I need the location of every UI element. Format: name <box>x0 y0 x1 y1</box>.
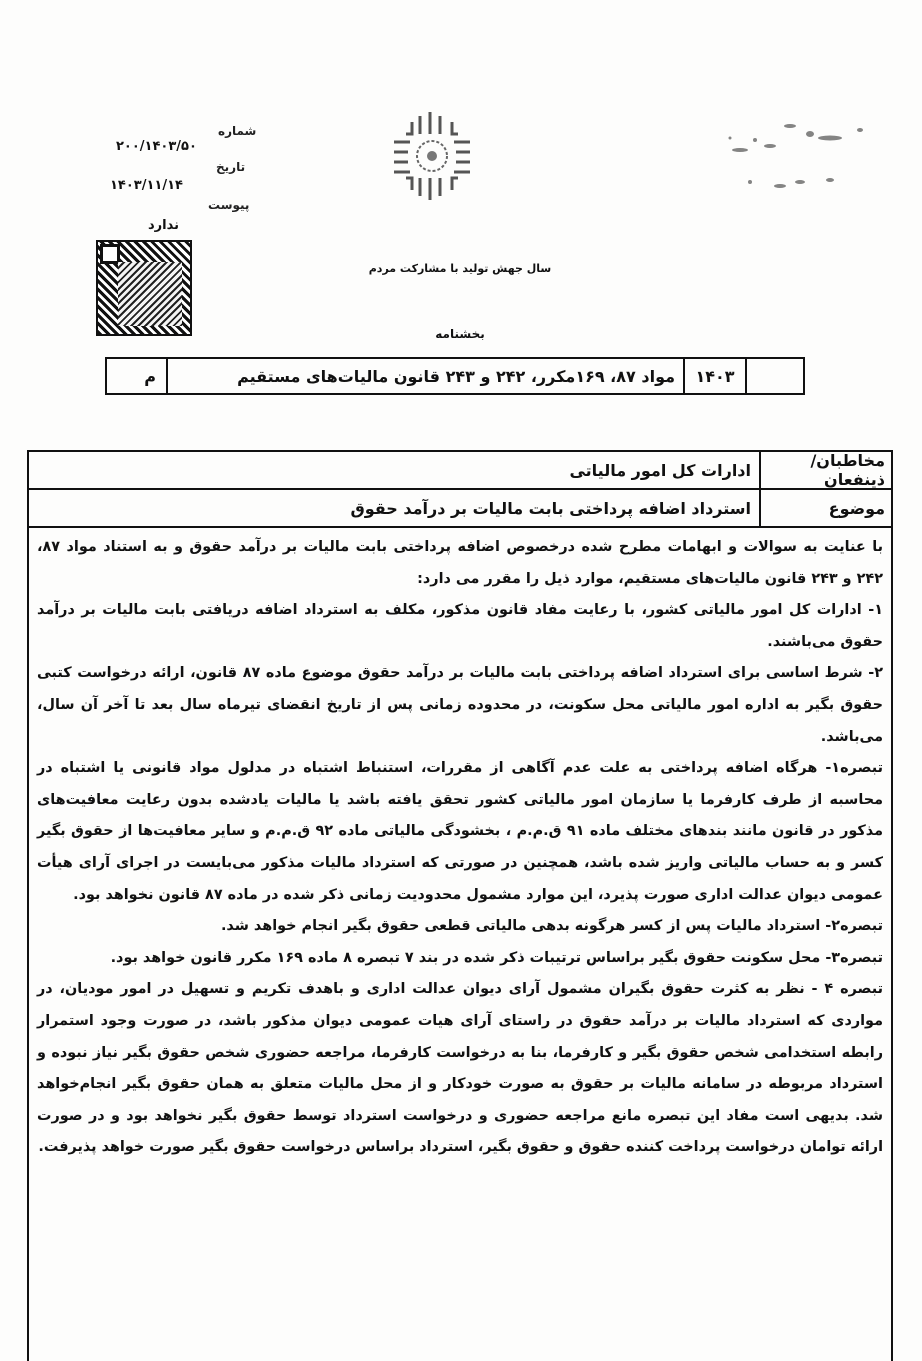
intro-paragraph: با عنایت به سوالات و ابهامات مطرح شده درخصوص اضافه پرداختی بابت مالیات بر درآمد حقوق و به استناد مواد ۸۷، ۲۴۲ و ۲۴۳ قانون مالیات‌های مستقیم، موارد ذیل را مقرر می دارد: <box>37 539 883 587</box>
circular-text <box>37 532 883 1164</box>
circular-body-frame <box>27 450 893 1361</box>
year-cell: ۱۴۰۳ <box>683 359 745 393</box>
code-cell: م <box>144 366 156 386</box>
note-3: تبصره۳- محل سکونت حقوق بگیر براساس ترتیبات ذکر شده در بند ۷ تبصره ۸ ماده ۱۶۹ مکرر قانون خواهد بود. <box>110 949 883 966</box>
subject-articles-cell: مواد ۸۷، ۱۶۹مکرر، ۲۴۲ و ۲۴۳ قانون مالیات‌های مستقیم <box>166 359 683 393</box>
subject-label: موضوع <box>759 490 891 526</box>
qr-code <box>96 240 192 336</box>
subject-row <box>29 490 891 528</box>
subject-value: استرداد اضافه پرداختی بابت مالیات بر درآمد حقوق <box>350 498 751 518</box>
item-2: ۲- شرط اساسی برای استرداد اضافه پرداختی بابت مالیات بر درآمد حقوق موضوع ماده ۸۷ قانون، ارائه درخواست کتبی حقوق بگیر به اداره امور مالیاتی محل سکونت، در محدوده زمانی پس از تاریخ انقضای تیرماه سال بعد تا آخر آن سال، می‌باشد. <box>37 665 883 745</box>
number-label: شماره <box>218 124 257 138</box>
document-type: بخشنامه <box>435 327 485 341</box>
audience-row <box>29 452 891 490</box>
date-value: ۱۴۰۳/۱۱/۱۴ <box>110 178 183 193</box>
tax-organization-logo <box>390 108 474 204</box>
attachment-label: پیوست <box>208 198 250 212</box>
note-1: تبصره۱- هرگاه اضافه پرداختی به علت عدم آگاهی از مقررات، استنباط اشتباه در مدلول مواد قانونی یا اشتباه در محاسبه از طرف کارفرما یا سازمان امور مالیاتی کشور تحقق یافته باشد یا مالیات یادشده بدون رعایت معافیت‌های مذکور در قانون مانند بندهای مختلف ماده ۹۱ ق.م.م ، بخشودگی مالیاتی ماده ۹۲ ق.م.م و سایر معافیت‌ها از حقوق بگیر کسر و به حساب مالیاتی واریز شده باشد، همچنین در صورتی که استرداد مالیات مذکور می‌بایست در اجرای آرای هیأت عمومی دیوان عدالت اداری صورت پذیرد، این موارد مشمول محدودیت زمانی ذکر شده در ماده ۸۷ قانون نخواهد بود. <box>37 760 884 903</box>
audience-value: ادارات کل امور مالیاتی <box>569 460 751 480</box>
item-1: ۱- ادارات کل امور مالیاتی کشور، با رعایت مفاد قانون مذکور، مکلف به استرداد اضافه دریافتی بابت مالیات بر درآمد حقوق می‌باشند. <box>37 602 883 650</box>
date-label: تاریخ <box>216 160 246 174</box>
year-slogan: سال جهش تولید با مشارکت مردم <box>368 262 552 275</box>
audience-label: مخاطبان/ ذینفعان <box>759 452 891 488</box>
number-value: ۲۰۰/۱۴۰۳/۵۰ <box>116 139 197 154</box>
letterhead-mark <box>700 108 880 208</box>
empty-cell <box>745 359 803 393</box>
note-4: تبصره ۴ - نظر به کثرت حقوق بگیران مشمول آرای دیوان عدالت اداری و باهدف تکریم و تسهیل در امور مودیان، در مواردی که استرداد مالیات بر درآمد حقوق در راستای آرای هیات عمومی دیوان مذکور باشد، در صورت وجود استمرار رابطه استخدامی شخص حقوق بگیر و کارفرما، بنا به درخواست کارفرما، مراجعه حضوری شخص حقوق بگیر نیاز نبوده و استرداد مربوطه در سامانه مالیات بر حقوق به صورت خودکار و از محل مالیات متعلق به همان حقوق بگیر انجام‌خواهد شد. بدیهی است مفاد این تبصره مانع مراجعه حضوری و درخواست استرداد توسط حقوق بگیر نخواهد بود و در صورت ارائه توامان درخواست پرداخت کننده حقوق و حقوق بگیر، استرداد براساس درخواست حقوق بگیر صورت خواهد پذیرفت. <box>37 981 883 1156</box>
attachment-value: ندارد <box>148 218 180 233</box>
note-2: تبصره۲- استرداد مالیات پس از کسر هرگونه بدهی مالیاتی قطعی حقوق بگیر انجام خواهد شد. <box>220 918 883 935</box>
circular-number-table <box>105 357 805 395</box>
